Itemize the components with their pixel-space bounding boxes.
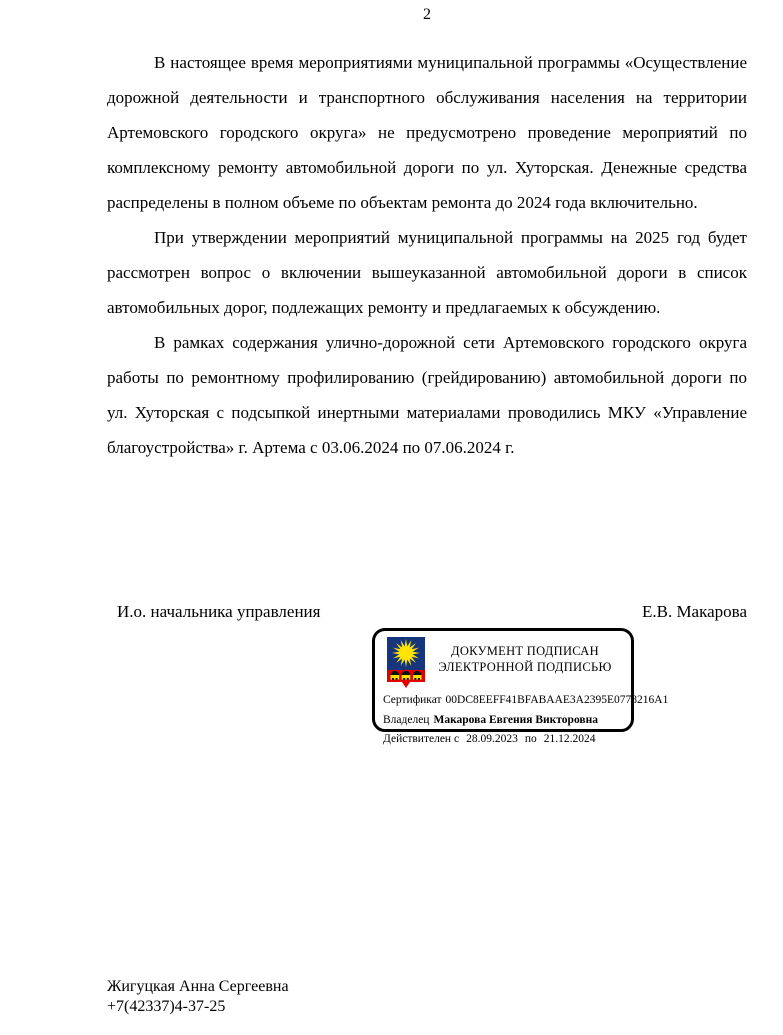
stamp-title	[425, 637, 625, 675]
stamp-owner-line	[383, 711, 631, 731]
executor-name: Жигуцкая Анна Сергеевна	[107, 978, 289, 995]
stamp-title-line1: ДОКУМЕНТ ПОДПИСАН	[451, 644, 599, 658]
stamp-title-line2: ЭЛЕКТРОННОЙ ПОДПИСЬЮ	[438, 659, 612, 674]
paragraph-1: В настоящее время мероприятиями муниципальной программы «Осуществление дорожной деятельности и транспортного обслуживания населения на территории Артемовского городского округа» не предусмотрено проведение мероприятий по комплексному ремонту автомобильной дороги по ул. Хуторская. Денежные средства распределены в полном объеме по объектам ремонта до 2024 года включительно.	[107, 53, 747, 212]
stamp-header	[375, 631, 631, 689]
artem-coat-of-arms-icon	[387, 637, 425, 689]
signatory-position: И.о. начальника управления	[117, 602, 321, 621]
signatory-name: Е.В. Макарова	[641, 602, 747, 621]
page-number: 2	[423, 6, 431, 23]
valid-to-date: 21.12.2024	[543, 733, 596, 745]
valid-from-date: 28.09.2023	[466, 733, 518, 745]
validity-label: Действителен с	[383, 733, 460, 745]
stamp-details	[375, 689, 669, 750]
owner-name: Макарова Евгения Викторовна	[433, 713, 598, 726]
executor-block	[107, 977, 289, 1017]
paragraph-2: При утверждении мероприятий муниципальной программы на 2025 год будет рассмотрен вопрос о включении вышеуказанной автомобильной дороги в список автомобильных дорог, подлежащих ремонту и предлагаемых к обсуждению.	[107, 228, 747, 317]
certificate-label: Сертификат	[383, 694, 442, 706]
document-body	[107, 45, 747, 465]
electronic-signature-stamp	[372, 628, 669, 745]
valid-to-label: по	[524, 733, 537, 745]
certificate-number: 00DC8EEFF41BFABAAE3A2395E0778216A1	[445, 694, 669, 706]
stamp-certificate-line	[383, 691, 669, 711]
owner-label: Владелец	[383, 713, 430, 726]
paragraph-3: В рамках содержания улично-дорожной сети Артемовского городского округа работы по ремонтному профилированию (грейдированию) автомобильной дороги по ул. Хуторская с подсыпкой инертными материалами проводились МКУ «Управление благоустройства» г. Артема с 03.06.2024 по 07.06.2024 г.	[107, 333, 747, 457]
signature-row	[107, 601, 747, 623]
executor-phone: +7(42337)4-37-25	[107, 998, 226, 1015]
stamp-validity-line	[383, 730, 631, 750]
